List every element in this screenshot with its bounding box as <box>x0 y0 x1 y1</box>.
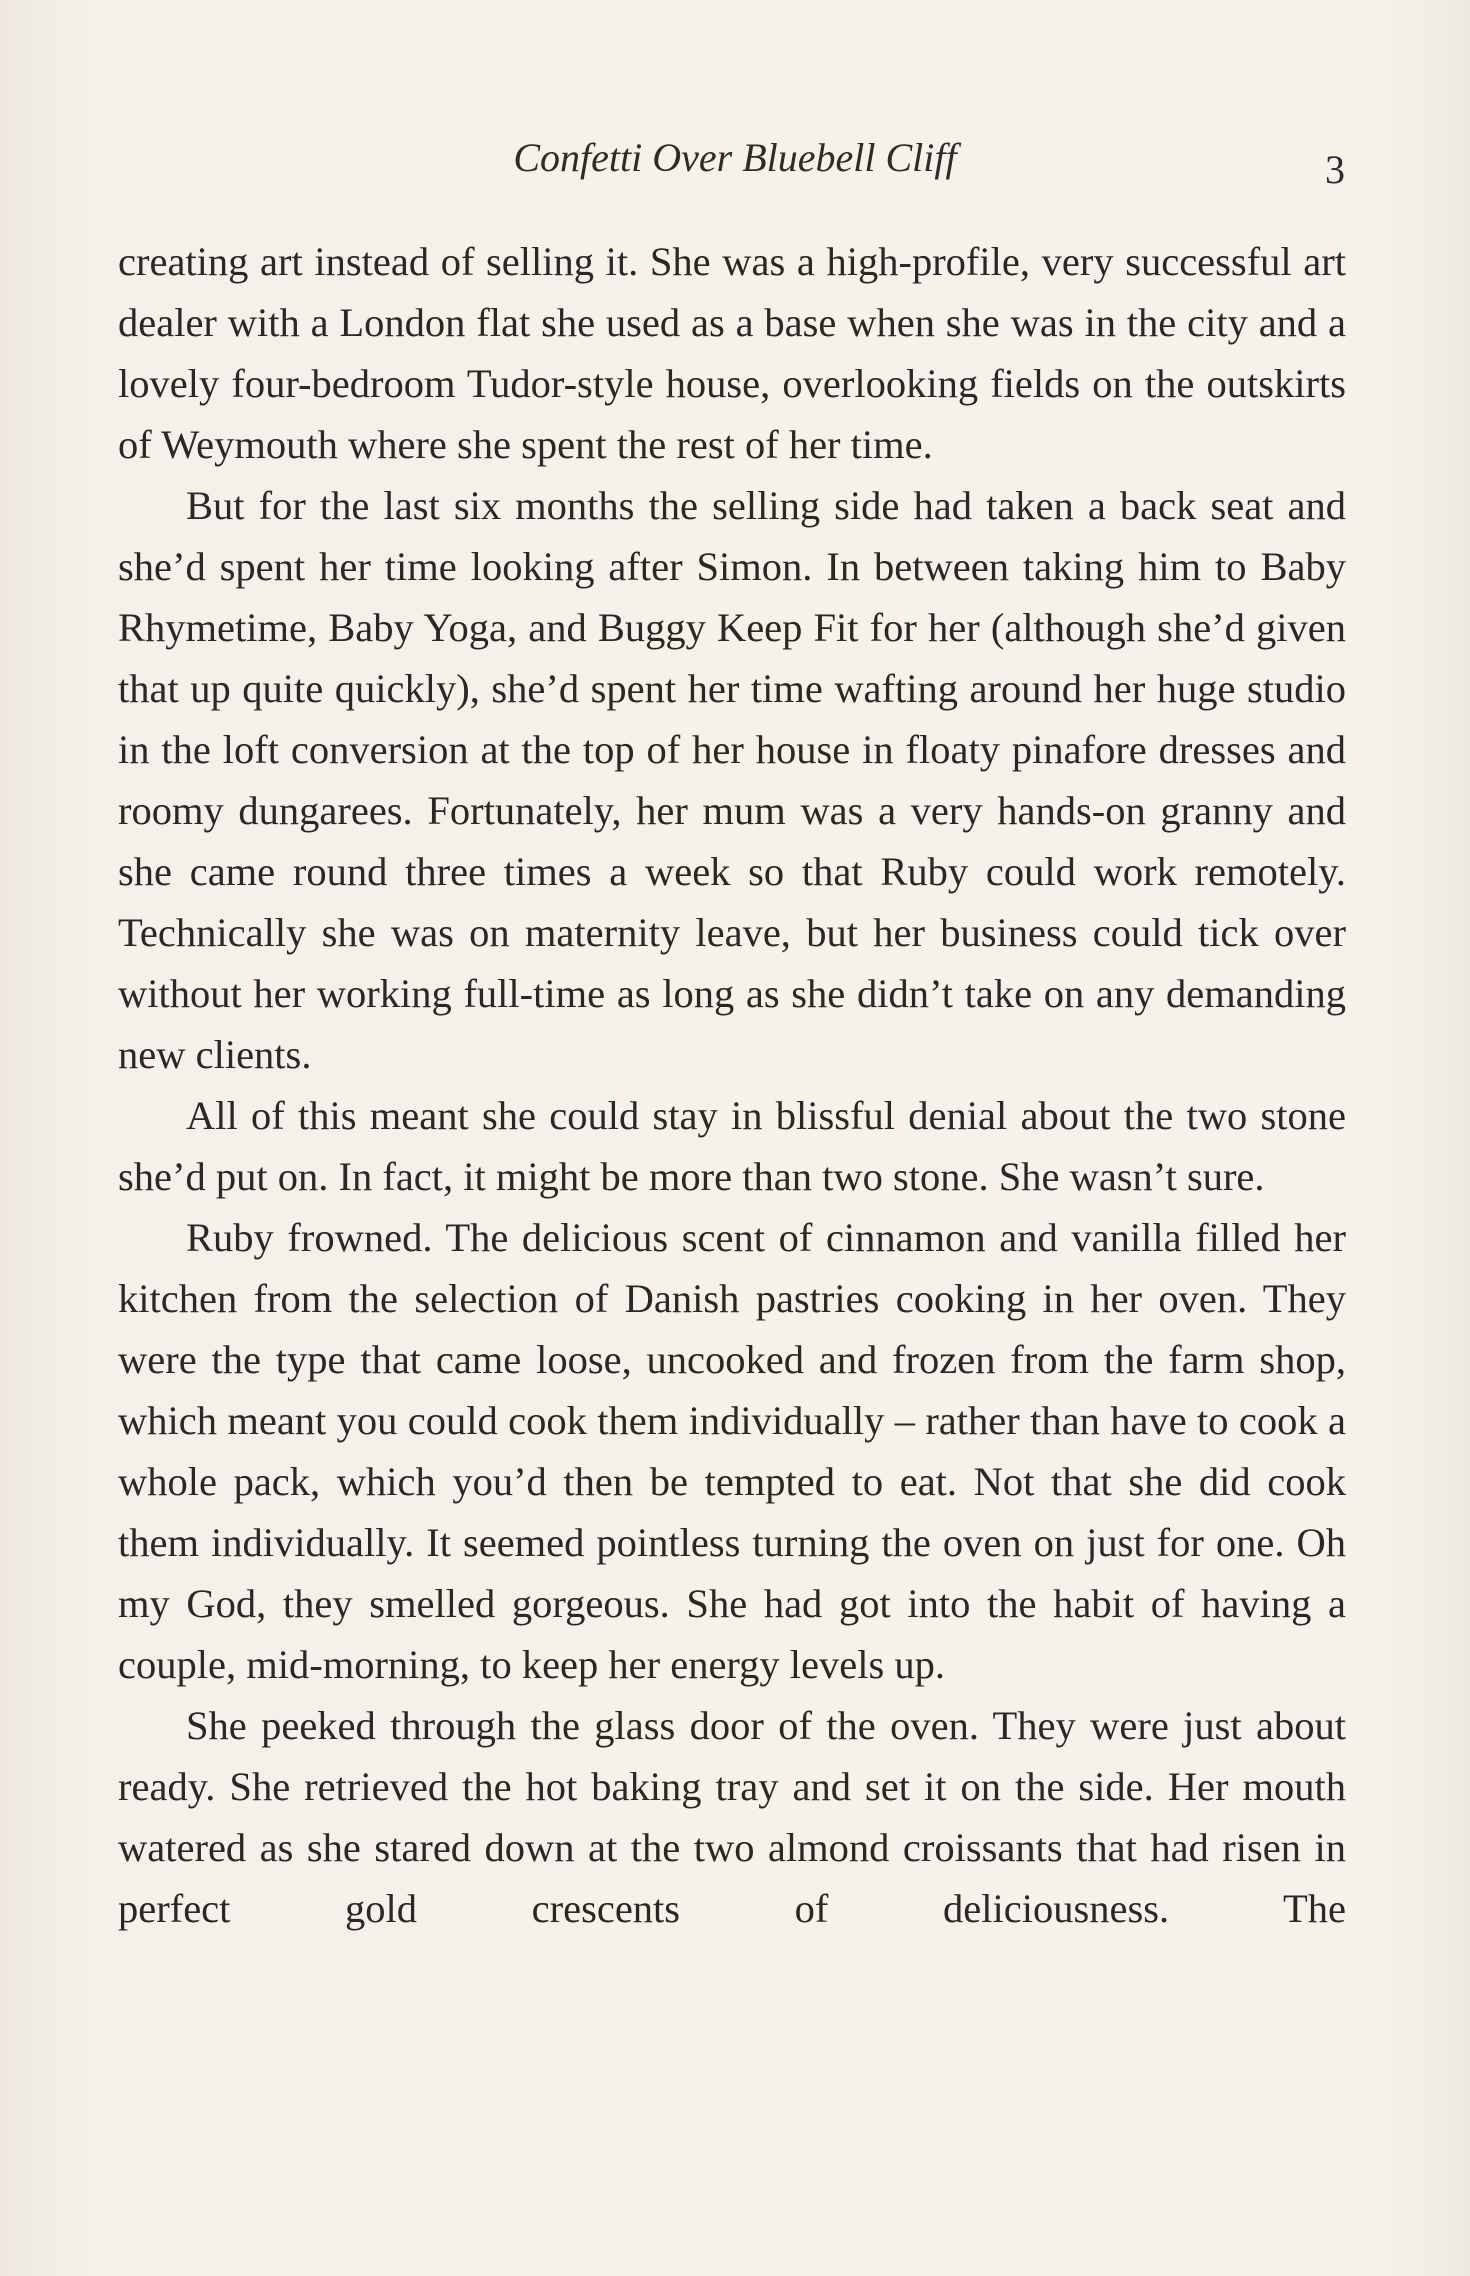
book-title: Confetti Over Bluebell Cliff <box>513 135 957 180</box>
paragraph-1: creating art instead of selling it. She was a high-profile, very successful art dealer with a London flat she used as a base when she was in the city and a lovely four-bedroom Tudor-style house, overlooking fields on the outskirts of Weymouth where she spent the rest of her time. <box>118 239 1346 467</box>
body-text <box>118 231 1346 1939</box>
running-head <box>0 128 1470 192</box>
paragraph-4: Ruby frowned. The delicious scent of cinnamon and vanilla filled her kitchen from the selection of Danish pastries cooking in her oven. They were the type that came loose, uncooked and frozen from the farm shop, which meant you could cook them individually – rather than have to cook a whole pack, which you’d then be tempted to eat. Not that she did cook them individually. It seemed pointless turning the oven on just for one. Oh my God, they smelled gorgeous. She had got into the habit of having a couple, mid-morning, to keep her energy levels up. <box>118 1215 1346 1687</box>
page-number: 3 <box>1325 147 1345 192</box>
paragraph-5: She peeked through the glass door of the oven. They were just about ready. She retrieved the hot baking tray and set it on the side. Her mouth watered as she stared down at the two almond croissants that had risen in perfect gold crescents of deliciousness. The <box>118 1703 1346 1931</box>
paragraph-3: All of this meant she could stay in blissful denial about the two stone she’d put on. In fact, it might be more than two stone. She wasn’t sure. <box>118 1093 1346 1199</box>
paragraph-2: But for the last six months the selling side had taken a back seat and she’d spent her time looking after Simon. In between taking him to Baby Rhymetime, Baby Yoga, and Buggy Keep Fit for her (although she’d given that up quite quickly), she’d spent her time wafting around her huge studio in the loft conversion at the top of her house in floaty pinafore dresses and roomy dungarees. Fortunately, her mum was a very hands-on granny and she came round three times a week so that Ruby could work remotely. Technically she was on maternity leave, but her business could tick over without her working full-time as long as she didn’t take on any demanding new clients. <box>118 483 1346 1077</box>
